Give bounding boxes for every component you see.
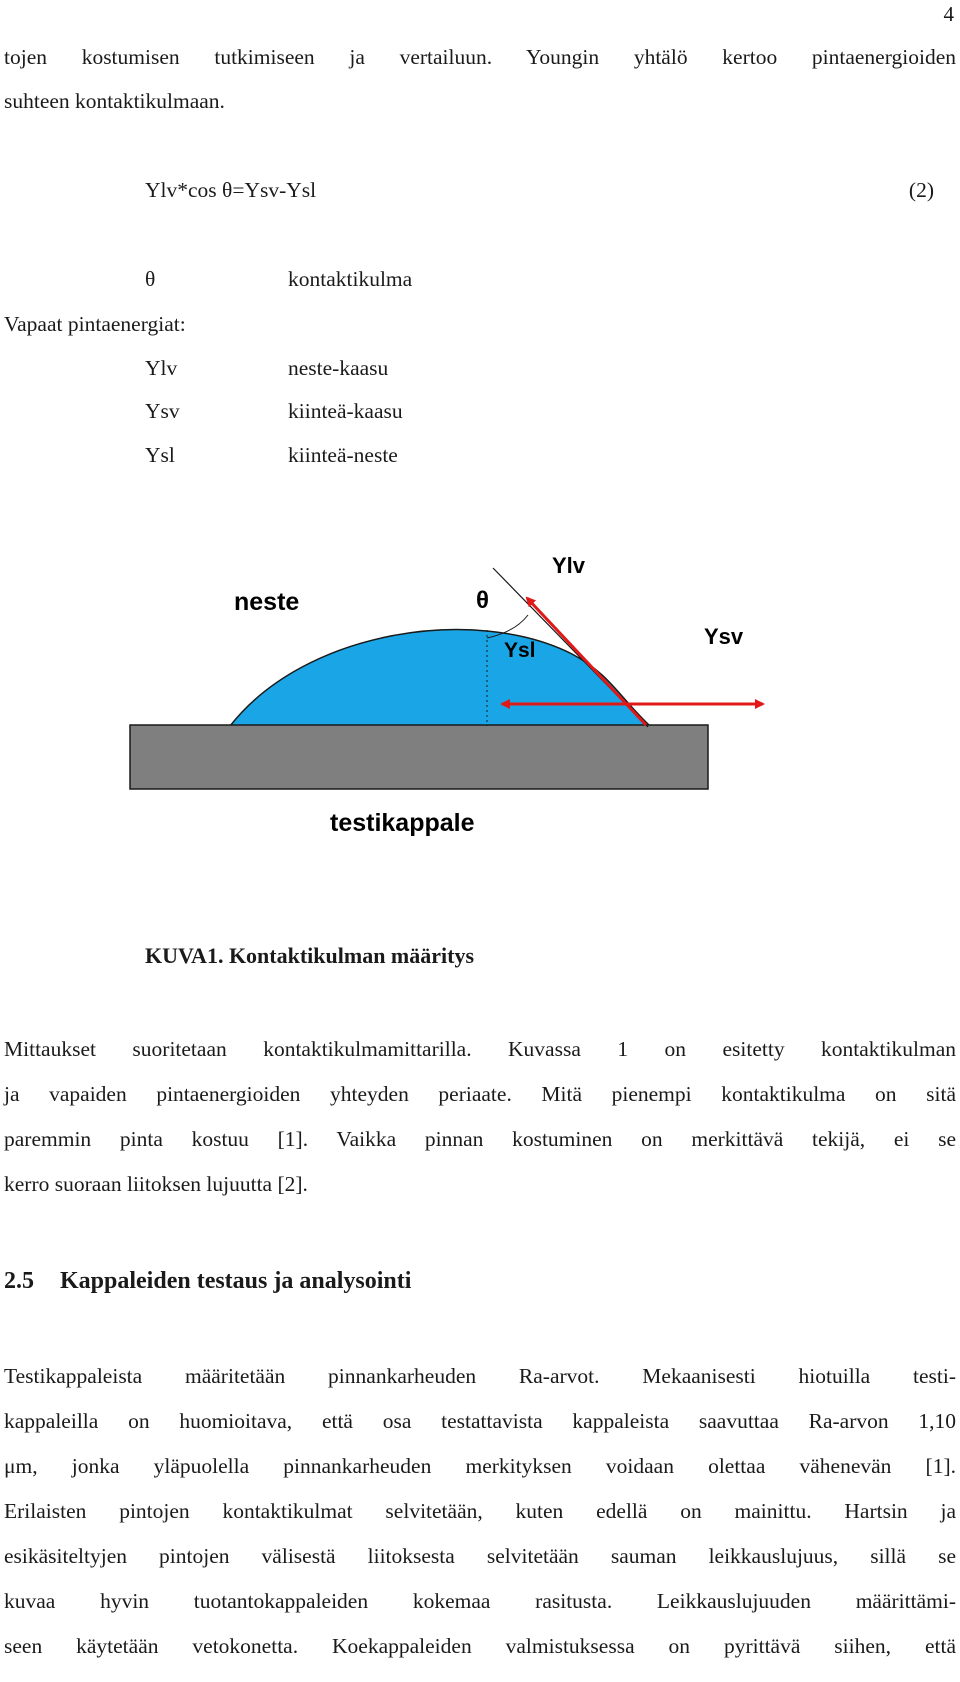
section-title: Kappaleiden testaus ja analysointi (60, 1268, 412, 1294)
equation-number: (2) (908, 178, 934, 202)
label-theta: θ (476, 587, 489, 614)
symbol-ysl: Ysl (145, 443, 175, 467)
intro-line-2: suhteen kontaktikulmaan. (4, 89, 225, 113)
young-equation: Ylv*cos θ=Ysv-Ysl (145, 178, 317, 202)
symbol-ylv: Ylv (145, 356, 178, 380)
symbol-theta: θ (145, 267, 156, 291)
intro-line-1: tojen kostumisen tutkimiseen ja vertailuun. Youngin yhtälö kertoo pintaenergioiden (4, 45, 956, 69)
paragraph1-line-3: paremmin pinta kostuu [1]. Vaikka pinnan kostuminen on merkittävä tekijä, ei se (4, 1127, 956, 1151)
paragraph2-line-4: Erilaisten pintojen kontaktikulmat selvitetään, kuten edellä on mainittu. Hartsin ja (4, 1499, 956, 1523)
liquid-droplet (230, 630, 650, 726)
paragraph2-line-7: seen käytetään vetokonetta. Koekappaleiden valmistuksessa on pyrittävä siihen, että (4, 1634, 956, 1658)
label-ysv: Ysv (704, 624, 744, 649)
label-liquid: neste (234, 588, 300, 616)
paragraph2-line-5: esikäsiteltyjen pintojen välisestä liitoksesta selvitetään sauman leikkauslujuus, sillä se (4, 1544, 956, 1568)
section-number: 2.5 (4, 1268, 34, 1294)
symbol-theta-meaning: kontaktikulma (288, 267, 413, 291)
free-energies-label: Vapaat pintaenergiat: (4, 312, 186, 336)
symbol-ysl-meaning: kiinteä-neste (288, 443, 398, 467)
label-ysl: Ysl (504, 639, 536, 662)
paragraph1-line-4: kerro suoraan liitoksen lujuutta [2]. (4, 1172, 308, 1196)
label-ylv: Ylv (552, 553, 586, 578)
paragraph2-line-3: μm, jonka yläpuolella pinnankarheuden merkityksen voidaan olettaa vähenevän [1]. (4, 1454, 956, 1478)
paragraph2-line-1: Testikappaleista määritetään pinnankarheuden Ra-arvot. Mekaanisesti hiotuilla testi- (4, 1364, 956, 1388)
section-heading (4, 1268, 411, 1295)
symbol-ysv: Ysv (145, 399, 180, 423)
paragraph1-line-2: ja vapaiden pintaenergioiden yhteyden periaate. Mitä pienempi kontaktikulma on sitä (4, 1082, 956, 1106)
label-test-piece: testikappale (330, 809, 475, 837)
symbol-ylv-meaning: neste-kaasu (288, 356, 389, 380)
symbol-ysv-meaning: kiinteä-kaasu (288, 399, 403, 423)
paragraph2-line-6: kuvaa hyvin tuotantokappaleiden kokemaa rasitusta. Leikkauslujuuden määrittämi- (4, 1589, 956, 1613)
figure-caption: KUVA1. Kontaktikulman määritys (145, 943, 475, 968)
contact-angle-diagram (130, 553, 810, 860)
paragraph2-line-2: kappaleilla on huomioitava, että osa testattavista kappaleista saavuttaa Ra-arvon 1,10 (4, 1409, 956, 1433)
page-number: 4 (943, 2, 954, 26)
test-piece-substrate (130, 725, 708, 789)
paragraph1-line-1: Mittaukset suoritetaan kontaktikulmamittarilla. Kuvassa 1 on esitetty kontaktikulman (4, 1037, 956, 1061)
